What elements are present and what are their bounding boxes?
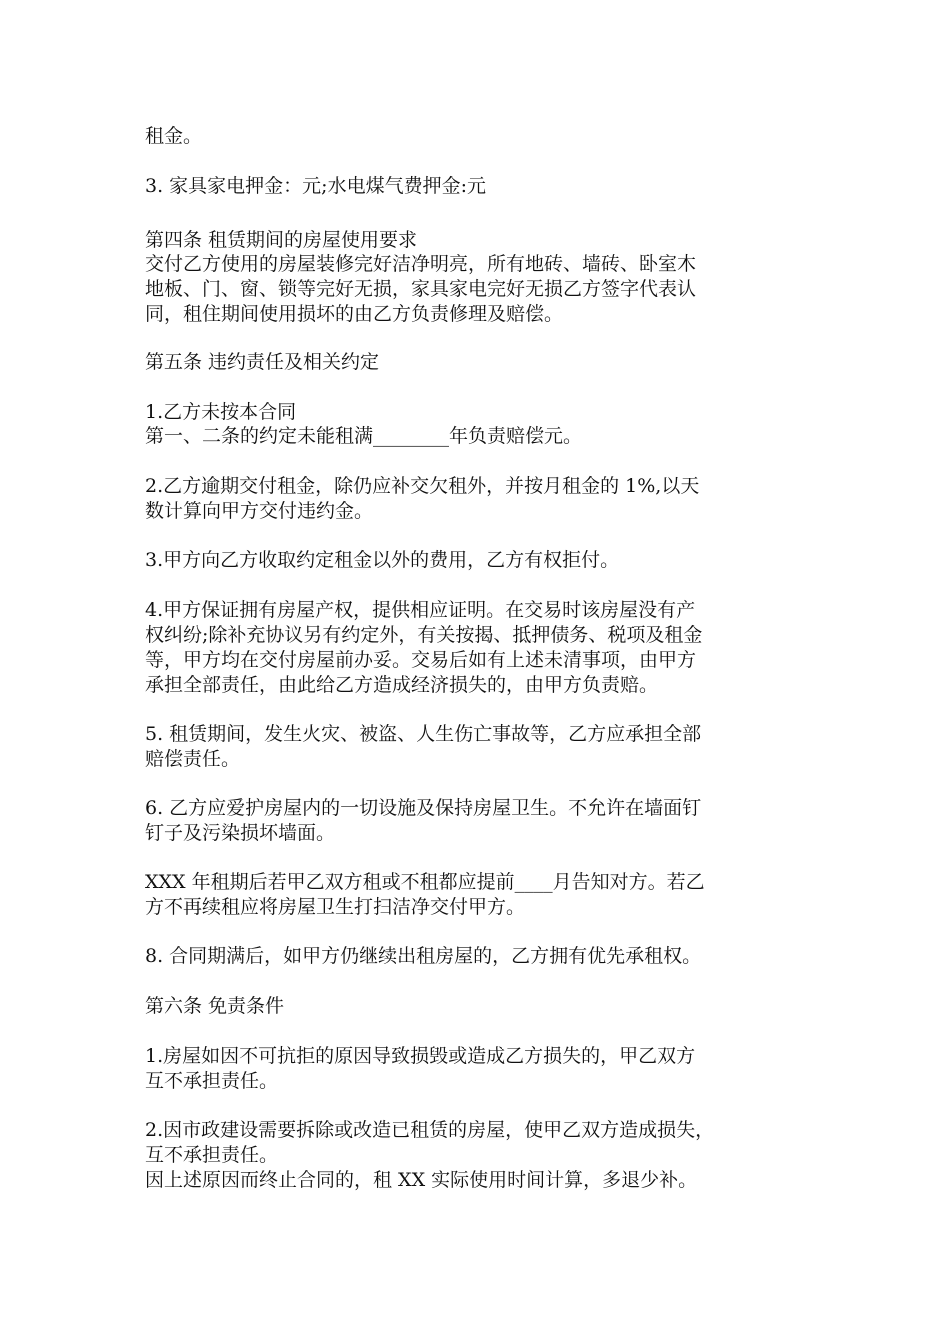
clause-5-1-intro: 1.乙方未按本合同 (145, 401, 297, 423)
clause-5-2: 2.乙方逾期交付租金，除仍应补交欠租外，并按月租金的 1%,以天 数计算向甲方交付违约金。 (145, 475, 700, 522)
clause-5-3: 3.甲方向乙方收取约定租金以外的费用，乙方有权拒付。 (145, 549, 620, 571)
heading-article-5: 第五条 违约责任及相关约定 (145, 351, 380, 373)
paragraph-deposit: 3. 家具家电押金：元;水电煤气费押金:元 (145, 175, 486, 197)
clause-5-1-body: 第一、二条的约定未能租满________年负责赔偿元。 (145, 425, 583, 447)
paragraph-article-4-body: 交付乙方使用的房屋装修完好洁净明亮，所有地砖、墙砖、卧室木 地板、门、窗、锁等完好无损，家具家电完好无损乙方签字代表认 同，租住期间使用损坏的由乙方负责修理及赔偿。 (145, 253, 697, 325)
clause-5-8: 8. 合同期满后，如甲方仍继续出租房屋的，乙方拥有优先承租权。 (145, 945, 702, 967)
heading-article-4: 第四条 租赁期间的房屋使用要求 (145, 229, 418, 251)
clause-5-7: XXX 年租期后若甲乙双方租或不租都应提前____月告知对方。若乙 方不再续租应将房屋卫生打扫洁净交付甲方。 (145, 871, 705, 918)
clause-6-1: 1.房屋如因不可抗拒的原因导致损毁或造成乙方损失的，甲乙双方 互不承担责任。 (145, 1045, 696, 1092)
heading-article-6: 第六条 免责条件 (145, 995, 285, 1017)
paragraph-rent-end: 租金。 (145, 125, 203, 147)
clause-5-5: 5. 租赁期间，发生火灾、被盗、人生伤亡事故等，乙方应承担全部 赔偿责任。 (145, 723, 702, 770)
clause-5-6: 6. 乙方应爱护房屋内的一切设施及保持房屋卫生。不允许在墙面钉 钉子及污染损坏墙面。 (145, 797, 702, 844)
clause-6-2-note: 因上述原因而终止合同的，租 XX 实际使用时间计算，多退少补。 (145, 1169, 698, 1191)
clause-6-2: 2.因市政建设需要拆除或改造已租赁的房屋，使甲乙双方造成损失， 互不承担责任。 (145, 1119, 715, 1166)
clause-5-4: 4.甲方保证拥有房屋产权，提供相应证明。在交易时该房屋没有产 权纠纷;除补充协议另有约定外，有关按揭、抵押债务、税项及租金 等，甲方均在交付房屋前办妥。交易后如有上述未清事项，由甲方 承担全部责任，由此给乙方造成经济损失的，由甲方负责赔。 (145, 599, 703, 696)
